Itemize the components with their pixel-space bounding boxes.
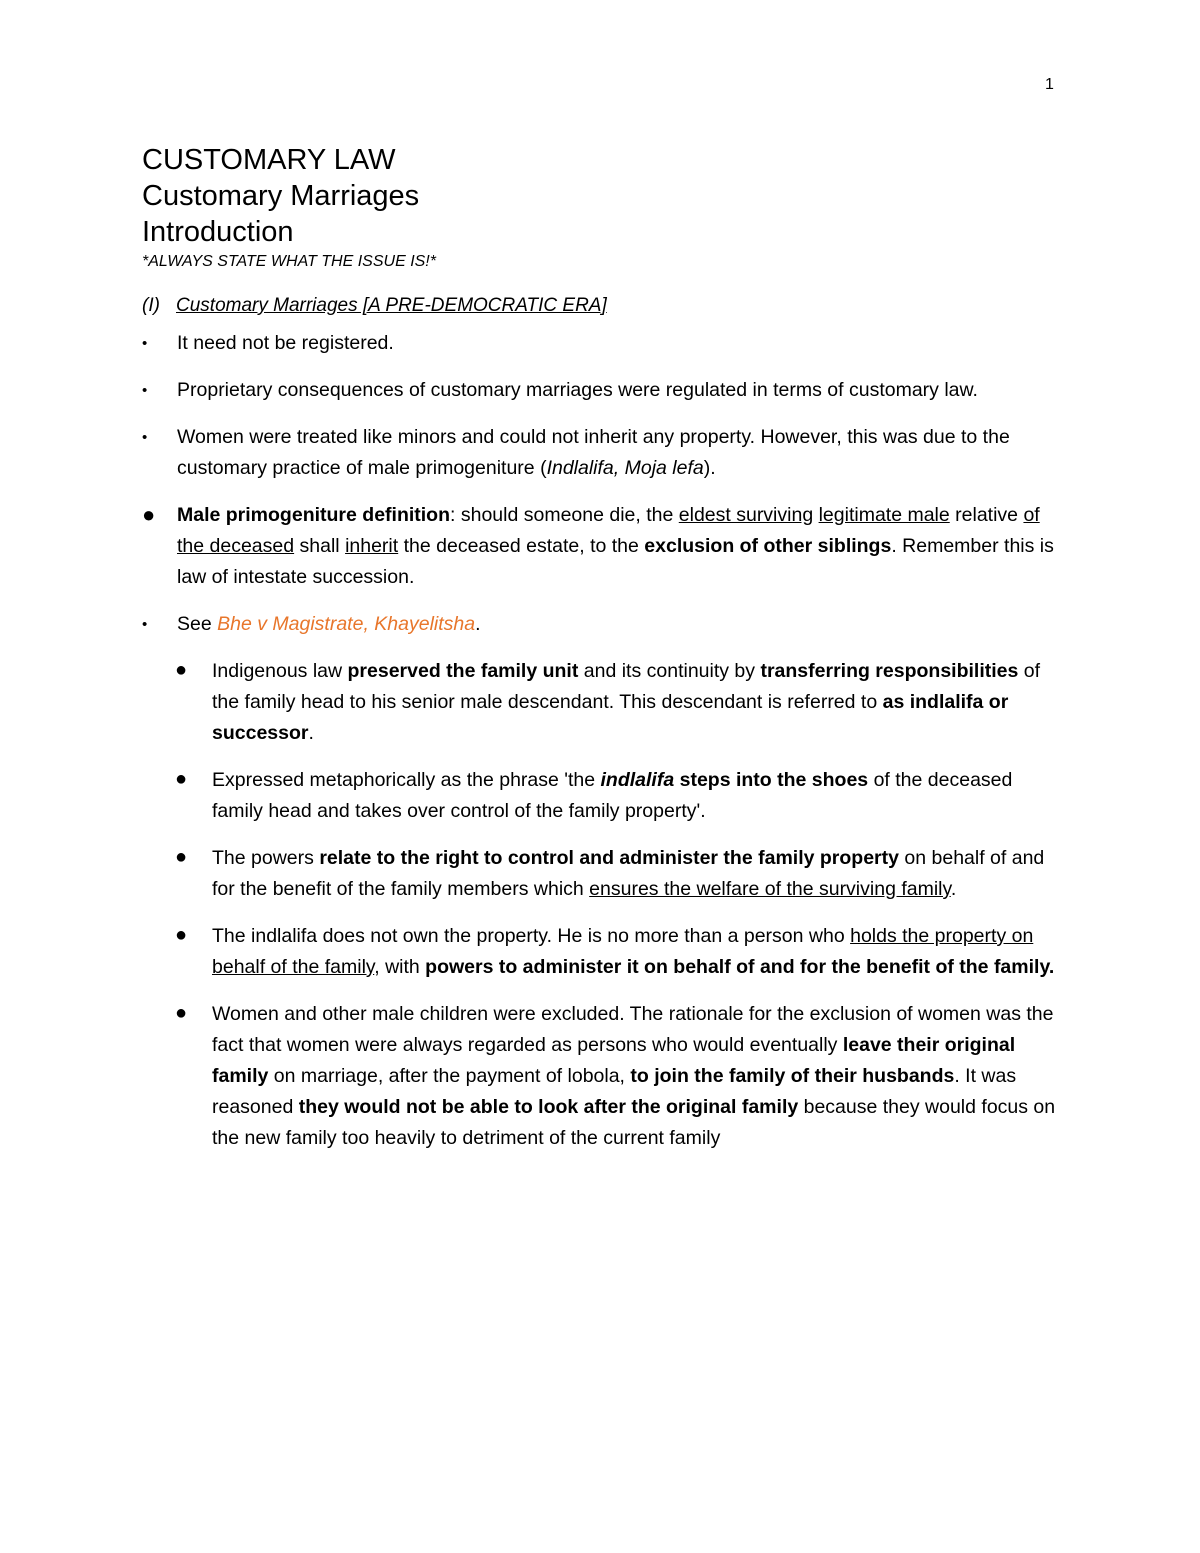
bullet-text: The powers: [212, 847, 320, 869]
bullet-text: Indigenous law: [212, 660, 348, 682]
bullet-text: . It was reasoned: [212, 1065, 1017, 1118]
bold-text: powers to administer it on behalf of and for the benefit of the family.: [425, 956, 1055, 978]
bullet-text: relative: [949, 504, 1024, 526]
bold-text: leave their original family: [212, 1034, 1016, 1087]
document-title: CUSTOMARY LAW: [142, 144, 396, 176]
document-subheading: Introduction: [142, 216, 294, 248]
bullet-text: It need not be registered.: [177, 332, 394, 354]
bullet-text: shall: [294, 535, 346, 557]
bold-text: steps into the shoes: [674, 769, 869, 791]
bullet-text: Proprietary consequences of customary marriages were regulated in terms of customary law.: [177, 379, 978, 401]
bullet-text: , with: [374, 956, 426, 978]
underlined-text: of the deceased: [177, 504, 1040, 557]
list-item: [142, 422, 1062, 484]
bullet-icon: ●: [175, 846, 188, 868]
sub-list-item: [142, 843, 1062, 905]
bullet-text: : should someone die, the: [450, 504, 679, 526]
bold-italic-text: indlalifa: [600, 769, 675, 791]
bullet-icon: •: [142, 382, 148, 399]
sub-list-item: [142, 656, 1062, 749]
section-title: Customary Marriages [A PRE-DEMOCRATIC ERA]: [176, 295, 607, 316]
bold-text: they would not be able to look after the original family: [298, 1096, 799, 1118]
bullet-text: of the family head to his senior male descendant. This descendant is referred to: [212, 660, 1041, 713]
underlined-text: legitimate male: [818, 504, 950, 526]
bullet-text: on marriage, after the payment of lobola,: [268, 1065, 631, 1087]
bullet-icon: ●: [175, 768, 188, 790]
bold-text: as indlalifa or successor: [212, 691, 1009, 744]
bullet-text: and its continuity by: [578, 660, 761, 682]
document-body: [142, 142, 1062, 1154]
list-item: [142, 609, 1062, 640]
sub-list-item: [142, 921, 1062, 983]
sub-bullet-list: [142, 656, 1062, 1154]
bullet-text: Women and other male children were excluded. The rationale for the exclusion of women was the fact that women were always regarded as persons who would eventually: [212, 1003, 1054, 1056]
bullet-icon: ●: [175, 924, 188, 946]
sub-list-item: [142, 765, 1062, 827]
bullet-text: of the deceased family head and takes over control of the family property'.: [212, 769, 1013, 822]
bold-text: relate to the right to control and administer the family property: [319, 847, 899, 869]
bullet-text: .: [950, 878, 957, 900]
bullet-text: ).: [703, 457, 716, 479]
page-number: 1: [1045, 76, 1054, 93]
bold-text: exclusion of other siblings: [644, 535, 892, 557]
bullet-text: because they would focus on the new family too heavily to detriment of the current family: [212, 1096, 1056, 1149]
underlined-text: holds the property on behalf of the family: [212, 925, 1034, 978]
underlined-text: inherit: [345, 535, 399, 557]
bullet-text: on behalf of and for the benefit of the family members which: [212, 847, 1045, 900]
underlined-text: eldest surviving: [678, 504, 814, 526]
bold-text: preserved the family unit: [347, 660, 579, 682]
bold-text: transferring responsibilities: [760, 660, 1019, 682]
list-item: [142, 375, 1062, 406]
sub-list-item: [142, 999, 1062, 1154]
bullet-icon: •: [142, 429, 148, 446]
bullet-text: See: [177, 613, 218, 635]
issue-note: *ALWAYS STATE WHAT THE ISSUE IS!*: [142, 253, 436, 270]
document-subtitle: Customary Marriages: [142, 180, 420, 212]
bullet-text: Women were treated like minors and could not inherit any property. However, this was due to the customary practice of male primogeniture (: [177, 426, 1010, 479]
underlined-text: ensures the welfare of the surviving family: [589, 878, 951, 900]
section-heading: [142, 294, 1062, 318]
bullet-icon: ●: [175, 1002, 188, 1024]
bullet-text-italic: Indlalifa, Moja lefa: [546, 457, 704, 479]
bullet-text: the deceased estate, to the: [398, 535, 645, 557]
definition-term: Male primogeniture definition: [177, 504, 451, 526]
case-citation: Bhe v Magistrate, Khayelitsha: [217, 613, 476, 635]
bullet-icon: ●: [175, 659, 188, 681]
list-item: [142, 500, 1062, 593]
bullet-text: Expressed metaphorically as the phrase 'the: [212, 769, 601, 791]
section-number: (I): [142, 295, 160, 316]
bullet-icon: •: [142, 616, 148, 633]
bullet-text: .: [308, 722, 314, 744]
bold-text: to join the family of their husbands: [630, 1065, 955, 1087]
main-bullet-list: [142, 328, 1062, 640]
bullet-icon: •: [142, 335, 148, 352]
list-item: [142, 328, 1062, 359]
bullet-text: . Remember this is law of intestate succession.: [177, 535, 1054, 588]
bullet-icon: ●: [142, 502, 156, 527]
bullet-text: .: [475, 613, 481, 635]
bullet-text: The indlalifa does not own the property. He is no more than a person who: [212, 925, 851, 947]
